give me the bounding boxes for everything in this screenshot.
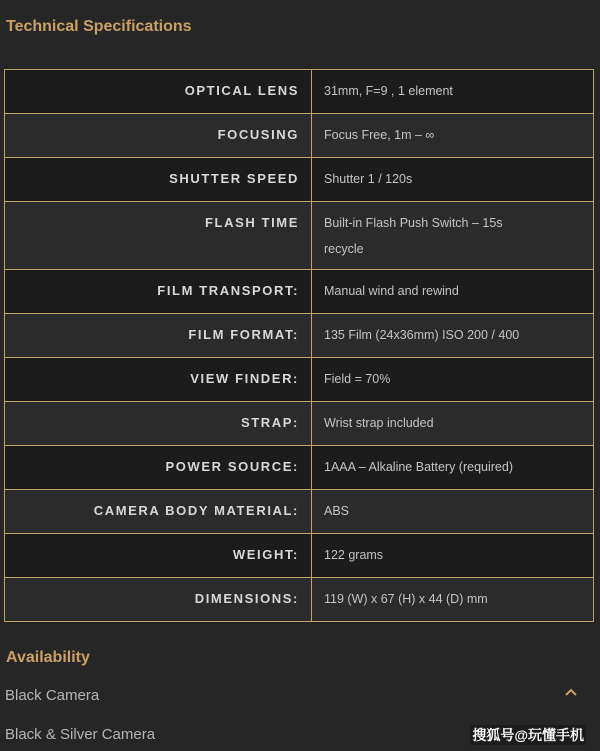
spec-row: [5, 270, 594, 314]
spec-section-title: Technical Specifications: [6, 18, 192, 35]
spec-value: ABS: [312, 490, 594, 534]
spec-key: OPTICAL LENS: [5, 70, 312, 114]
spec-value: 119 (W) x 67 (H) x 44 (D) mm: [312, 578, 594, 622]
availability-item-black-camera[interactable]: Black Camera: [5, 687, 100, 704]
spec-value: [312, 202, 594, 270]
spec-key: DIMENSIONS:: [5, 578, 312, 622]
spec-row: [5, 114, 594, 158]
spec-row: [5, 446, 594, 490]
spec-key: POWER SOURCE:: [5, 446, 312, 490]
spec-value-line: Built-in Flash Push Switch – 15s: [324, 216, 503, 230]
spec-row: [5, 202, 594, 270]
spec-key: WEIGHT:: [5, 534, 312, 578]
watermark: 搜狐号@玩懂手机: [472, 727, 584, 743]
spec-key: SHUTTER SPEED: [5, 158, 312, 202]
spec-key: CAMERA BODY MATERIAL:: [5, 490, 312, 534]
spec-row: [5, 314, 594, 358]
spec-value: Wrist strap included: [312, 402, 594, 446]
spec-row: [5, 70, 594, 114]
spec-key: FILM TRANSPORT:: [5, 270, 312, 314]
spec-row: [5, 578, 594, 622]
spec-key: FILM FORMAT:: [5, 314, 312, 358]
spec-row: [5, 490, 594, 534]
availability-item-black-silver-camera[interactable]: Black & Silver Camera: [5, 726, 156, 743]
chevron-up-icon[interactable]: [565, 688, 577, 696]
spec-key: VIEW FINDER:: [5, 358, 312, 402]
spec-value: Manual wind and rewind: [312, 270, 594, 314]
spec-row: [5, 534, 594, 578]
spec-value-line: recycle: [324, 242, 364, 256]
spec-key: FOCUSING: [5, 114, 312, 158]
spec-value: Focus Free, 1m – ∞: [312, 114, 594, 158]
spec-key: FLASH TIME: [5, 202, 312, 270]
spec-row: [5, 158, 594, 202]
spec-row: [5, 402, 594, 446]
spec-key: STRAP:: [5, 402, 312, 446]
spec-value: 122 grams: [312, 534, 594, 578]
spec-row: [5, 358, 594, 402]
spec-table: [4, 69, 594, 622]
spec-value: 31mm, F=9 , 1 element: [312, 70, 594, 114]
spec-value: Shutter 1 / 120s: [312, 158, 594, 202]
spec-value: 135 Film (24x36mm) ISO 200 / 400: [312, 314, 594, 358]
spec-value: 1AAA – Alkaline Battery (required): [312, 446, 594, 490]
spec-value: Field = 70%: [312, 358, 594, 402]
availability-title: Availability: [6, 649, 90, 666]
